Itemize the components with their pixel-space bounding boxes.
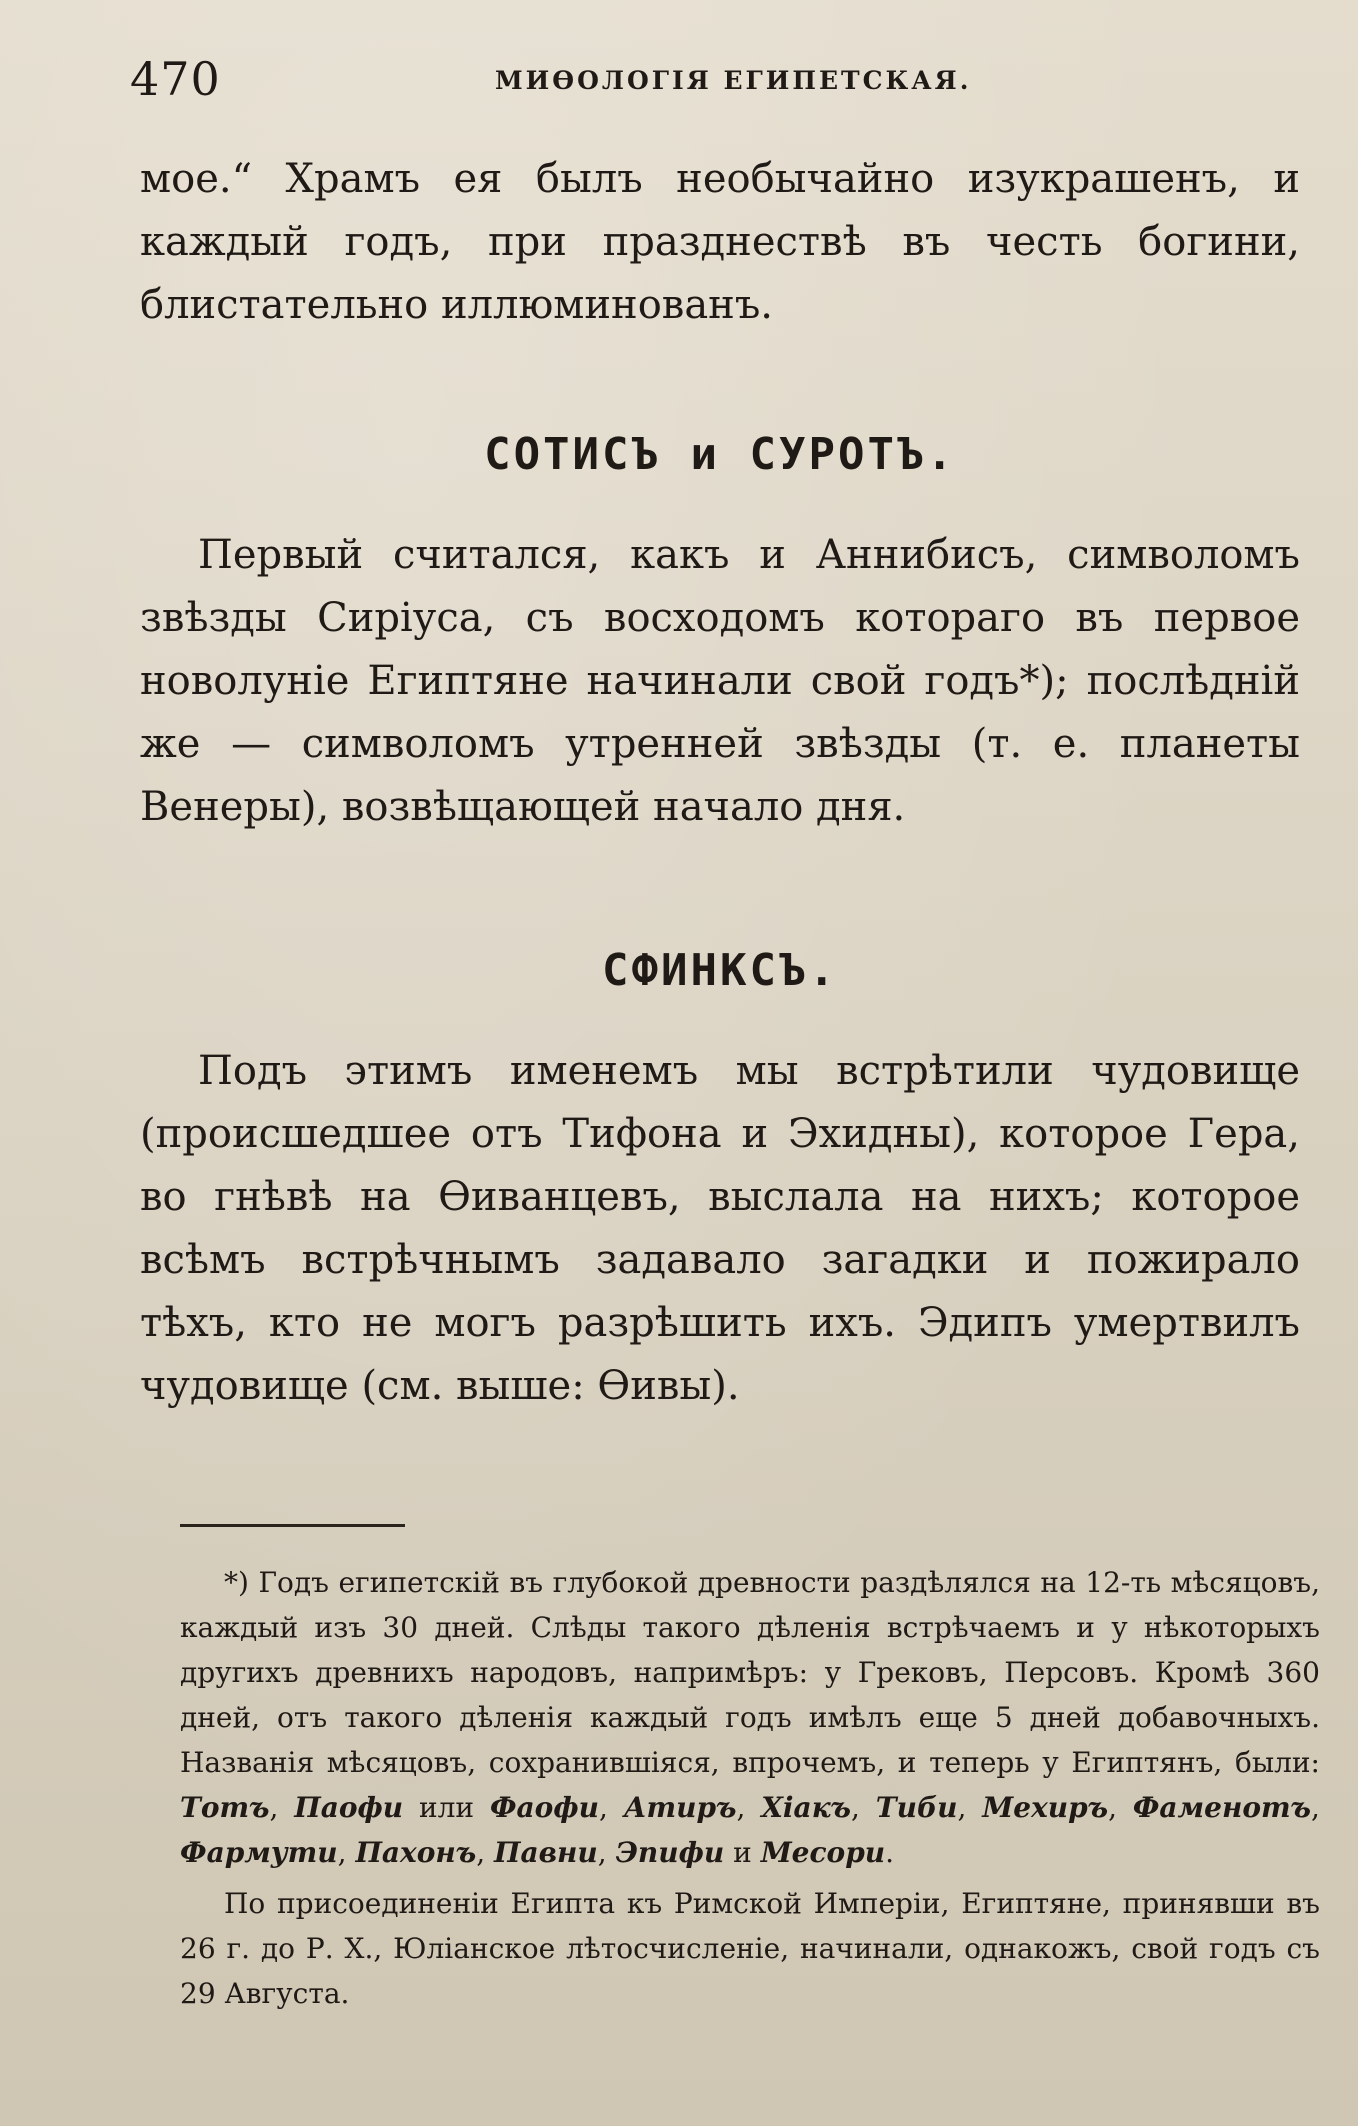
month-pavni: Павни: [494, 1836, 598, 1869]
footnote-divider: [180, 1524, 405, 1527]
month-atir: Атиръ: [623, 1791, 737, 1824]
footnote-1: *) Годъ египетскій въ глубокой древности раздѣлялся на 12-ть мѣсяцовъ, каждый изъ 30 дней. Слѣды такого дѣленія встрѣчаемъ и у нѣкоторыхъ другихъ древнихъ народовъ, напримѣръ: у Грековъ, Персовъ. Кромѣ 360 дней, отъ такого дѣленія каждый годъ имѣлъ еще 5 дней добавочныхъ. Названія мѣсяцовъ, сохранившіяся, впрочемъ, и теперь у Египтянъ, были: Тотъ, Паофи или Фаофи, Атиръ, Хіакъ, Тиби, Мехиръ, Фаменотъ, Фармути, Пахонъ, Павни, Эпифи и Месори.: [180, 1566, 1320, 1869]
footnote-2: По присоединеніи Египта къ Римской Имперіи, Египтяне, принявши въ 26 г. до Р. Х., Юліанское лѣтосчисленіе, начинали, однакожъ, свой годъ съ 29 Августа.: [180, 1887, 1320, 2010]
month-mehir: Мехиръ: [982, 1791, 1109, 1824]
month-paofi: Паофи: [294, 1791, 404, 1824]
month-faofi: Фаофи: [489, 1791, 599, 1824]
month-tibi: Тиби: [875, 1791, 958, 1824]
month-famenot: Фаменотъ: [1132, 1791, 1312, 1824]
section-title-sfinks: СФИНКСЪ.: [602, 945, 838, 996]
section-title-sotis: СОТИСЪ и СУРОТЪ.: [484, 429, 956, 480]
footnote-lead: *) Годъ египетскій въ глубокой древности раздѣлялся на 12-ть мѣсяцовъ, каждый изъ 30 дней. Слѣды такого дѣленія встрѣчаемъ и у нѣкоторыхъ другихъ древнихъ народовъ, напримѣръ: у Грековъ, Персовъ. Кромѣ 360 дней, отъ такого дѣленія каждый годъ имѣлъ еще 5 дней добавочныхъ. Названія мѣсяцовъ, сохранившіяся, впрочемъ, и теперь у Египтянъ, были:: [180, 1566, 1320, 1779]
footnote-and: и: [733, 1836, 752, 1869]
month-pahon: Пахонъ: [355, 1836, 477, 1869]
month-epifi: Эпифи: [615, 1836, 725, 1869]
month-mesori: Месори: [760, 1836, 886, 1869]
section-text-sfinks: Подъ этимъ именемъ мы встрѣтили чудовище (происшедшее отъ Тифона и Эхидны), которое Гера, во гнѣвѣ на Ѳиванцевъ, выслала на нихъ; которое всѣмъ встрѣчнымъ задавало загадки и пожирало тѣхъ, кто не могъ разрѣшить ихъ. Эдипъ умертвилъ чудовище (см. выше: Ѳивы).: [140, 1048, 1300, 1409]
footnotes: [180, 1560, 1320, 2016]
section-text-sotis: Первый считался, какъ и Аннибисъ, символомъ звѣзды Сиріуса, съ восходомъ котораго въ первое новолуніе Египтяне начинали свой годъ*); послѣдній же — символомъ утренней звѣзды (т. е. планеты Венеры), возвѣщающей начало дня.: [140, 532, 1300, 830]
month-hiak: Хіакъ: [761, 1791, 851, 1824]
month-farmuti: Фармути: [180, 1836, 338, 1869]
month-tot: Тотъ: [180, 1791, 270, 1824]
page-number: 470: [130, 52, 221, 106]
running-title: МИѲОЛОГІЯ ЕГИПЕТСКАЯ.: [495, 66, 972, 95]
page-header: [130, 52, 1230, 112]
main-text: [140, 148, 1300, 1418]
footnote-or: или: [418, 1791, 475, 1824]
intro-paragraph: мое.“ Храмъ ея былъ необычайно изукрашенъ, и каждый годъ, при празднествѣ въ честь богини, блистательно иллюминованъ.: [140, 156, 1300, 328]
